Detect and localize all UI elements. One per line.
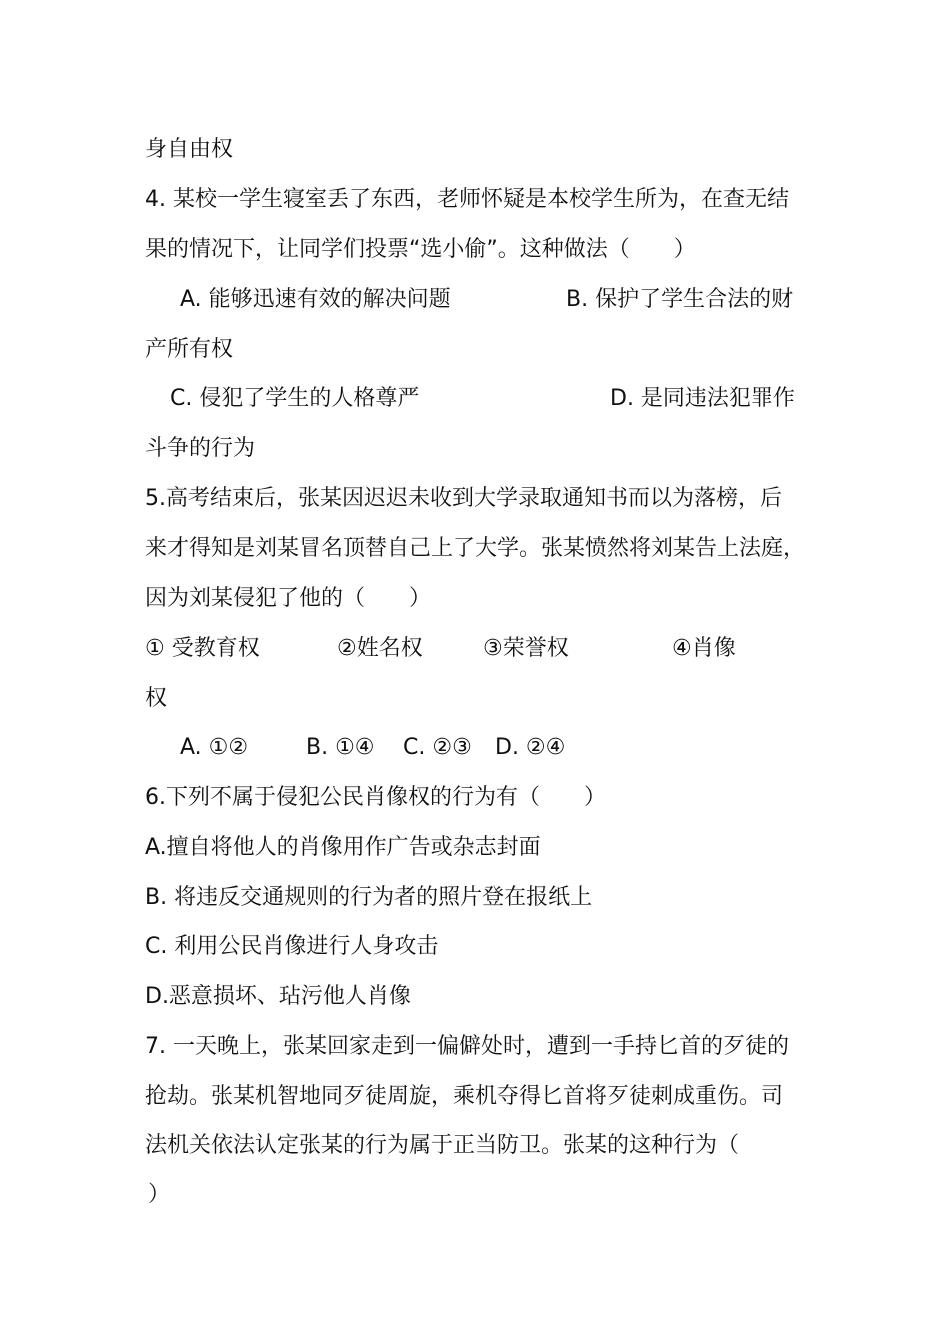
q6-option-d: D.恶意损坏、玷污他人肖像 <box>145 984 411 1009</box>
q5-item-1: ① 受教育权 <box>145 636 260 661</box>
q7-stem-line4: ） <box>148 1182 171 1207</box>
q5-item-4-continuation: 权 <box>145 686 168 711</box>
q5-choice-d: D. ②④ <box>495 735 566 760</box>
q5-stem-line1: 5.高考结束后，张某因迟迟未收到大学录取通知书而以为落榜，后 <box>145 486 782 511</box>
q4-option-b-continuation: 产所有权 <box>145 337 234 362</box>
q4-option-c: C. 侵犯了学生的人格尊严 <box>170 386 420 411</box>
q7-stem-line1: 7. 一天晚上，张某回家走到一偏僻处时，遭到一手持匕首的歹徒的 <box>145 1034 789 1059</box>
q6-option-b: B. 将违反交通规则的行为者的照片登在报纸上 <box>145 885 593 910</box>
q6-stem: 6.下列不属于侵犯公民肖像权的行为有（ ） <box>145 785 606 810</box>
q7-stem-line3: 法机关依法认定张某的行为属于正当防卫。张某的这种行为（ <box>145 1133 740 1158</box>
q4-stem-line2: 果的情况下，让同学们投票“选小偷”。这种做法（ ） <box>145 237 696 262</box>
q5-item-2: ②姓名权 <box>337 636 423 661</box>
q5-stem-line3: 因为刘某侵犯了他的（ ） <box>145 586 432 611</box>
q6-option-c: C. 利用公民肖像进行人身攻击 <box>145 934 439 959</box>
q5-stem-line2: 来才得知是刘某冒名顶替自己上了大学。张某愤然将刘某告上法庭， <box>145 536 806 561</box>
q5-choice-a: A. ①② <box>180 735 249 760</box>
q4-stem-line1: 4. 某校一学生寝室丢了东西，老师怀疑是本校学生所为，在查无结 <box>145 187 789 212</box>
q3-continuation: 身自由权 <box>145 137 234 162</box>
q5-choice-b: B. ①④ <box>306 735 375 760</box>
q5-choice-c: C. ②③ <box>403 735 472 760</box>
q5-item-4: ④肖像 <box>672 636 736 661</box>
q7-stem-line2: 抢劫。张某机智地同歹徒周旋，乘机夺得匕首将歹徒刺成重伤。司 <box>145 1084 784 1109</box>
q4-option-a: A. 能够迅速有效的解决问题 <box>180 287 451 312</box>
q4-option-d: D. 是同违法犯罪作 <box>610 386 795 411</box>
q6-option-a: A.擅自将他人的肖像用作广告或杂志封面 <box>145 835 541 860</box>
q4-option-d-continuation: 斗争的行为 <box>145 436 256 461</box>
q5-item-3: ③荣誉权 <box>483 636 569 661</box>
q4-option-b: B. 保护了学生合法的财 <box>566 287 794 312</box>
